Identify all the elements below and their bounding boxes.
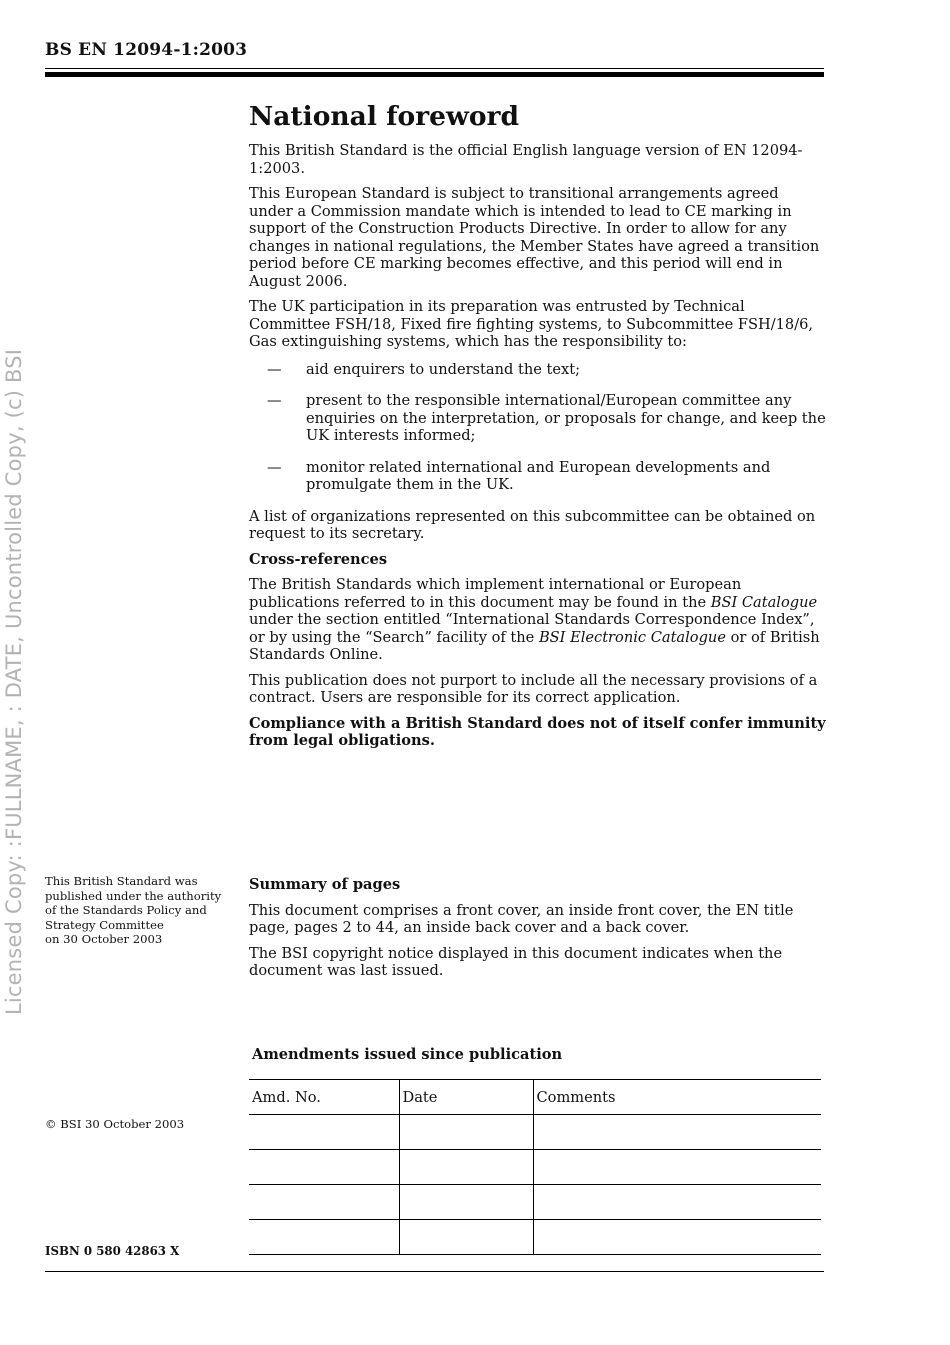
publication-note-line: Strategy Committee <box>45 917 164 932</box>
column-header-comments: Comments <box>533 1080 821 1115</box>
document-id: BS EN 12094-1:2003 <box>45 40 248 60</box>
footer-rule <box>45 1271 824 1272</box>
column-header-amd-no: Amd. No. <box>249 1080 399 1115</box>
list-item-text: aid enquirers to understand the text; <box>306 360 581 378</box>
foreword-paragraph-5: This publication does not purport to include all the necessary provisions of a contract. Users are responsible for its correct application. <box>249 671 818 706</box>
publication-note-line: of the Standards Policy and <box>45 903 207 917</box>
crossref-text-2: under the section entitled “International Standards Correspondence Index”, or by using the “Search” facility of the <box>249 611 815 646</box>
foreword-paragraph-1: This British Standard is the official English language version of EN 12094-1:2003. <box>249 142 803 177</box>
copyright-notice: © BSI 30 October 2003 <box>45 1117 185 1131</box>
table-header-row <box>249 1080 821 1115</box>
table-cell <box>533 1150 821 1185</box>
crossref-text-3: or of British Standards Online. <box>249 628 820 663</box>
table-row <box>249 1220 821 1255</box>
crossref-paragraph <box>249 576 827 664</box>
table-cell <box>249 1185 399 1220</box>
table-cell <box>399 1150 533 1185</box>
summary-heading: Summary of pages <box>249 876 401 893</box>
table-row <box>249 1185 821 1220</box>
responsibility-list <box>249 361 827 494</box>
foreword-paragraph-2: This European Standard is subject to transitional arrangements agreed under a Commission mandate which is intended to lead to CE marking in support of the Construction Products Directive. In order to allow for any changes in national regulations, the Member States have agreed a transition period before CE marking becomes effective, and this period will end in August 2006. <box>249 185 820 290</box>
summary-of-pages <box>249 876 827 988</box>
isbn: ISBN 0 580 42863 X <box>45 1244 180 1258</box>
list-item <box>249 361 827 379</box>
table-cell <box>533 1220 821 1255</box>
table-cell <box>399 1185 533 1220</box>
national-foreword <box>249 100 827 758</box>
bullet-dash: — <box>267 360 282 378</box>
table-cell <box>249 1150 399 1185</box>
crossref-text-1: The British Standards which implement international or European publications referred to in this document may be found in the <box>249 576 742 611</box>
publication-note-line: on 30 October 2003 <box>45 932 163 946</box>
list-item <box>249 392 827 445</box>
amendments-table <box>249 1079 821 1255</box>
bullet-dash: — <box>267 458 282 476</box>
foreword-title: National foreword <box>249 101 519 132</box>
table-cell <box>249 1220 399 1255</box>
table-cell <box>533 1115 821 1150</box>
table-row <box>249 1115 821 1150</box>
table-cell <box>399 1220 533 1255</box>
column-header-date: Date <box>399 1080 533 1115</box>
list-item <box>249 459 827 494</box>
license-watermark: Licensed Copy: :FULLNAME, : DATE, Uncontrolled Copy, (c) BSI <box>2 348 26 1015</box>
summary-paragraph-1: This document comprises a front cover, an inside front cover, the EN title page, pages 2 to 44, an inside back cover and a back cover. <box>249 901 794 936</box>
list-item-text: monitor related international and European developments and promulgate them in the UK. <box>306 458 771 493</box>
table-row <box>249 1150 821 1185</box>
table-cell <box>249 1115 399 1150</box>
table-cell <box>533 1185 821 1220</box>
foreword-paragraph-4: A list of organizations represented on this subcommittee can be obtained on request to its secretary. <box>249 507 816 542</box>
header-rule-thick <box>45 72 824 77</box>
crossref-heading: Cross-references <box>249 550 388 568</box>
header-rule-thin <box>45 68 824 69</box>
list-item-text: present to the responsible international/European committee any enquiries on the interpretation, or proposals for change, and keep the UK interests informed; <box>306 392 826 444</box>
amendments-title: Amendments issued since publication <box>252 1046 563 1063</box>
publication-note-line: This British Standard was <box>45 874 198 888</box>
bullet-dash: — <box>267 392 282 409</box>
crossref-italic-1: BSI Catalogue <box>710 593 818 611</box>
foreword-paragraph-3: The UK participation in its preparation was entrusted by Technical Committee FSH/18, Fixed fire fighting systems, to Subcommittee FSH/18/6, Gas extinguishing systems, which has the responsibility to: <box>249 298 814 350</box>
summary-paragraph-2: The BSI copyright notice displayed in this document indicates when the document was last issued. <box>249 944 783 979</box>
publication-note <box>45 874 235 947</box>
publication-note-line: published under the authority <box>45 888 222 903</box>
crossref-italic-2: BSI Electronic Catalogue <box>538 628 726 646</box>
compliance-statement: Compliance with a British Standard does not of itself confer immunity from legal obligations. <box>249 714 826 749</box>
table-cell <box>399 1115 533 1150</box>
